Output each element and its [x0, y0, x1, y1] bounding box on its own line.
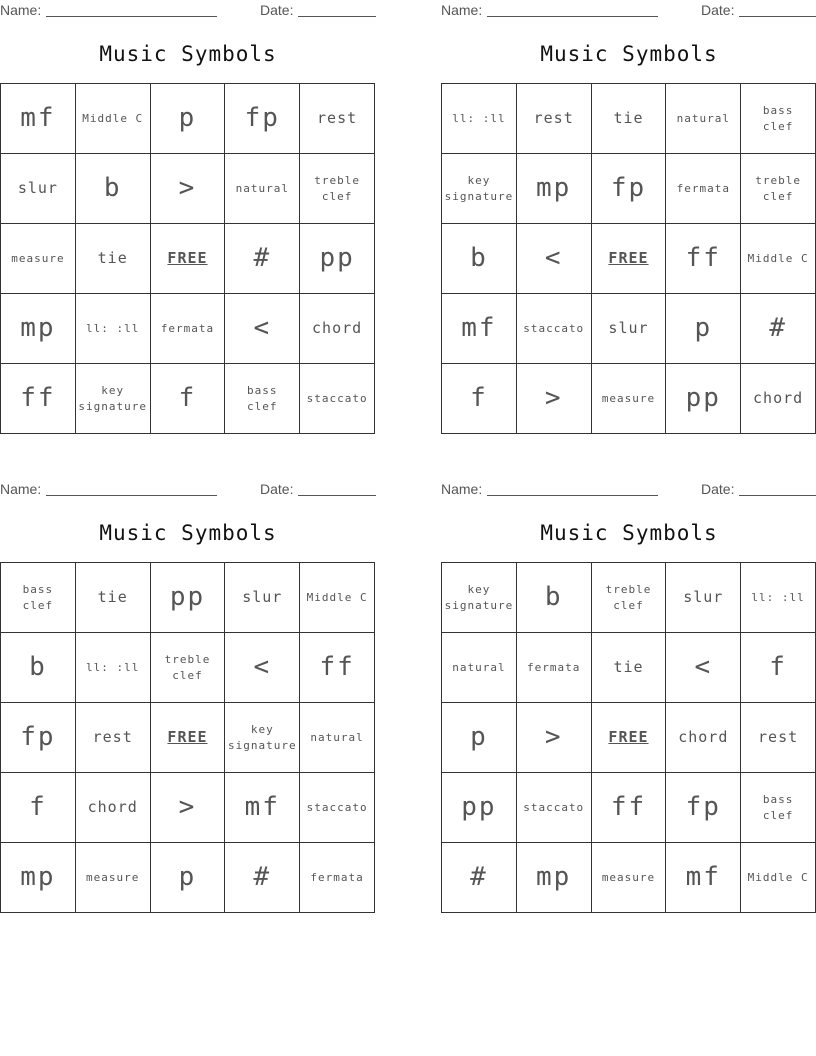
bingo-cell: key signature — [225, 703, 300, 773]
bingo-grid — [441, 83, 816, 434]
bingo-cell: b — [442, 224, 517, 294]
bingo-cell: ff — [666, 224, 741, 294]
bingo-cell: mf — [225, 773, 300, 843]
bingo-cell: slur — [1, 154, 76, 224]
name-label: Name: — [441, 2, 483, 18]
bingo-cell: chord — [741, 364, 816, 434]
date-label: Date: — [701, 2, 735, 18]
bingo-cell: < — [517, 224, 592, 294]
bingo-cell: measure — [592, 364, 667, 434]
bingo-cell: fp — [225, 84, 300, 154]
bingo-cell: treble clef — [741, 154, 816, 224]
bingo-cell: ff — [1, 364, 76, 434]
bingo-cell: Middle C — [741, 843, 816, 913]
date-blank-line — [298, 16, 376, 17]
bingo-cell: ll: :ll — [76, 633, 151, 703]
bingo-cell: natural — [300, 703, 375, 773]
bingo-cell: # — [741, 294, 816, 364]
bingo-cell: fp — [592, 154, 667, 224]
bingo-cell: staccato — [517, 294, 592, 364]
free-space-cell: FREE — [151, 224, 226, 294]
card-header — [441, 481, 816, 499]
bingo-cell: p — [151, 84, 226, 154]
bingo-cell: mp — [517, 843, 592, 913]
bingo-cell: f — [741, 633, 816, 703]
bingo-cell: fermata — [151, 294, 226, 364]
bingo-cell: bass clef — [741, 773, 816, 843]
bingo-cell: b — [1, 633, 76, 703]
bingo-cell: measure — [1, 224, 76, 294]
bingo-cell: fp — [666, 773, 741, 843]
bingo-cell: chord — [666, 703, 741, 773]
bingo-cell: fermata — [666, 154, 741, 224]
bingo-cell: p — [151, 843, 226, 913]
bingo-cell: treble clef — [592, 563, 667, 633]
name-blank-line — [46, 495, 217, 496]
bingo-cell: # — [442, 843, 517, 913]
bingo-cell: ff — [592, 773, 667, 843]
bingo-cell: ll: :ll — [76, 294, 151, 364]
free-space-cell: FREE — [592, 224, 667, 294]
bingo-cell: pp — [442, 773, 517, 843]
name-label: Name: — [441, 481, 483, 497]
bingo-cell: staccato — [300, 773, 375, 843]
bingo-cell: b — [76, 154, 151, 224]
bingo-cell: ll: :ll — [741, 563, 816, 633]
bingo-cell: treble clef — [300, 154, 375, 224]
card-title: Music Symbols — [99, 42, 277, 66]
bingo-cell: bass clef — [1, 563, 76, 633]
bingo-cell: natural — [442, 633, 517, 703]
date-label: Date: — [260, 481, 294, 497]
date-blank-line — [739, 495, 816, 496]
bingo-cell: > — [517, 703, 592, 773]
name-blank-line — [46, 16, 217, 17]
bingo-cell: slur — [666, 563, 741, 633]
bingo-cell: measure — [592, 843, 667, 913]
bingo-cell: chord — [76, 773, 151, 843]
bingo-cell: < — [666, 633, 741, 703]
bingo-cell: Middle C — [76, 84, 151, 154]
bingo-cell: pp — [666, 364, 741, 434]
name-blank-line — [487, 16, 658, 17]
bingo-cell: treble clef — [151, 633, 226, 703]
bingo-cell: rest — [300, 84, 375, 154]
bingo-cell: fp — [1, 703, 76, 773]
bingo-cell: pp — [300, 224, 375, 294]
card-header — [0, 2, 376, 20]
bingo-cell: pp — [151, 563, 226, 633]
bingo-cell: # — [225, 224, 300, 294]
bingo-cell: chord — [300, 294, 375, 364]
bingo-cell: fermata — [300, 843, 375, 913]
bingo-cell: ff — [300, 633, 375, 703]
bingo-cell: p — [666, 294, 741, 364]
bingo-cell: slur — [592, 294, 667, 364]
bingo-cell: bass clef — [225, 364, 300, 434]
bingo-cell: ll: :ll — [442, 84, 517, 154]
bingo-card — [0, 479, 376, 913]
bingo-cell: Middle C — [300, 563, 375, 633]
bingo-cell: natural — [225, 154, 300, 224]
bingo-cell: > — [151, 154, 226, 224]
bingo-cell: measure — [76, 843, 151, 913]
bingo-cell: key signature — [76, 364, 151, 434]
bingo-cell: tie — [592, 633, 667, 703]
bingo-cell: slur — [225, 563, 300, 633]
bingo-grid — [0, 83, 375, 434]
bingo-cell: key signature — [442, 563, 517, 633]
bingo-card — [0, 0, 376, 434]
bingo-cell: tie — [76, 224, 151, 294]
bingo-cell: mf — [1, 84, 76, 154]
bingo-cell: mf — [442, 294, 517, 364]
bingo-cell: > — [151, 773, 226, 843]
bingo-cell: Middle C — [741, 224, 816, 294]
card-header — [441, 2, 816, 20]
bingo-cell: mp — [517, 154, 592, 224]
card-title: Music Symbols — [540, 521, 718, 545]
bingo-cell: mf — [666, 843, 741, 913]
bingo-cell: key signature — [442, 154, 517, 224]
bingo-cell: f — [151, 364, 226, 434]
date-blank-line — [298, 495, 376, 496]
bingo-grid — [441, 562, 816, 913]
bingo-cell: b — [517, 563, 592, 633]
bingo-cell: mp — [1, 294, 76, 364]
free-space-cell: FREE — [592, 703, 667, 773]
bingo-cell: p — [442, 703, 517, 773]
bingo-card — [441, 479, 816, 913]
bingo-cell: mp — [1, 843, 76, 913]
bingo-card — [441, 0, 816, 434]
bingo-cell: rest — [517, 84, 592, 154]
bingo-grid — [0, 562, 375, 913]
card-title: Music Symbols — [99, 521, 277, 545]
free-space-cell: FREE — [151, 703, 226, 773]
bingo-cell: tie — [76, 563, 151, 633]
date-label: Date: — [260, 2, 294, 18]
name-label: Name: — [0, 481, 42, 497]
bingo-cell: rest — [76, 703, 151, 773]
bingo-cell: staccato — [517, 773, 592, 843]
bingo-cell: bass clef — [741, 84, 816, 154]
bingo-cell: staccato — [300, 364, 375, 434]
date-label: Date: — [701, 481, 735, 497]
bingo-cell: fermata — [517, 633, 592, 703]
bingo-cell: < — [225, 294, 300, 364]
bingo-cell: f — [1, 773, 76, 843]
bingo-cell: f — [442, 364, 517, 434]
bingo-cell: natural — [666, 84, 741, 154]
bingo-cell: tie — [592, 84, 667, 154]
date-blank-line — [739, 16, 816, 17]
bingo-cell: # — [225, 843, 300, 913]
card-title: Music Symbols — [540, 42, 718, 66]
card-header — [0, 481, 376, 499]
name-blank-line — [487, 495, 658, 496]
bingo-cell: < — [225, 633, 300, 703]
bingo-cell: > — [517, 364, 592, 434]
name-label: Name: — [0, 2, 42, 18]
bingo-cell: rest — [741, 703, 816, 773]
